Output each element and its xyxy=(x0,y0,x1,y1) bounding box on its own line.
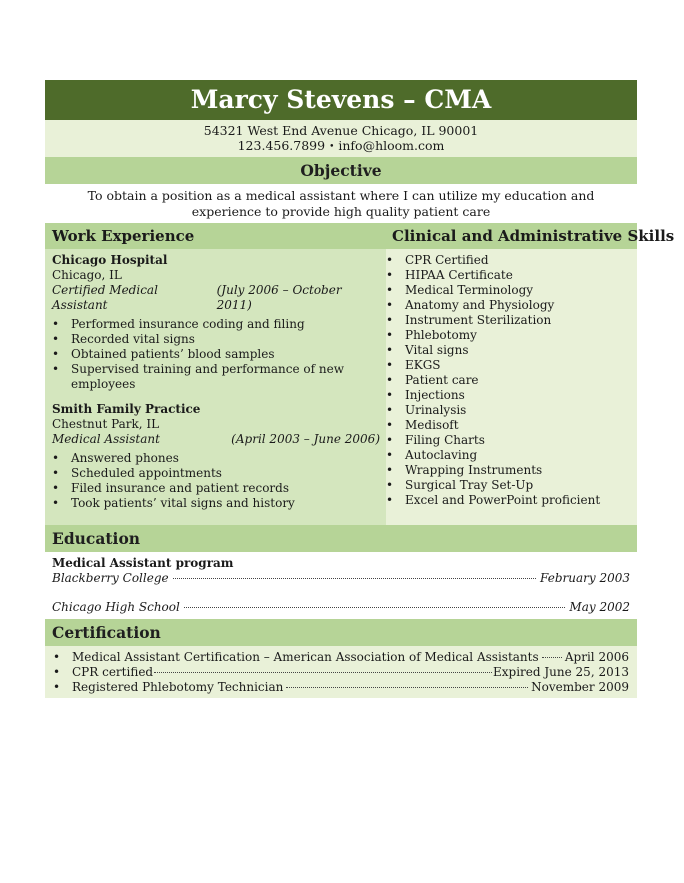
bullet: • xyxy=(53,665,61,679)
education-entry xyxy=(52,571,630,586)
certification-heading: Certification xyxy=(45,619,637,646)
name-banner: Marcy Stevens – CMA xyxy=(45,80,637,120)
objective-heading: Objective xyxy=(45,157,637,184)
certification-date: November 2009 xyxy=(531,680,629,694)
education-body xyxy=(45,552,637,619)
job-role-line xyxy=(52,283,380,313)
bullet: • xyxy=(53,650,61,664)
duty-item: • Recorded vital signs xyxy=(52,332,380,347)
job-location: Chicago, IL xyxy=(52,268,122,282)
education-date: May 2002 xyxy=(569,600,630,614)
skill-item: • Wrapping Instruments xyxy=(386,463,637,478)
job-role-line xyxy=(52,432,380,447)
resume-page xyxy=(45,80,675,698)
certification-date: April 2006 xyxy=(564,650,629,664)
dotted-leader xyxy=(154,672,492,673)
certification-item xyxy=(53,680,629,695)
skill-item: • Injections xyxy=(386,388,637,403)
skills-heading: Clinical and Administrative Skills xyxy=(386,223,637,249)
contact-block xyxy=(45,120,637,157)
job-dates: (July 2006 – October 2011) xyxy=(216,283,342,312)
job-duties xyxy=(52,317,380,392)
skill-item: • Surgical Tray Set-Up xyxy=(386,478,637,493)
bullet: • xyxy=(53,680,61,694)
skill-item: • Instrument Sterilization xyxy=(386,313,637,328)
skill-item: • HIPAA Certificate xyxy=(386,268,637,283)
duty-item: • Answered phones xyxy=(52,451,380,466)
skill-item: • Vital signs xyxy=(386,343,637,358)
skill-item: • Phlebotomy xyxy=(386,328,637,343)
certification-list xyxy=(45,646,637,698)
education-program: Medical Assistant program xyxy=(52,556,234,570)
experience-skills-columns xyxy=(45,223,675,525)
job-location: Chestnut Park, IL xyxy=(52,417,160,431)
job-duties xyxy=(52,451,380,511)
education-entry xyxy=(52,600,630,615)
phone-email-line xyxy=(45,138,637,155)
skill-item: • Excel and PowerPoint proficient xyxy=(386,493,637,508)
objective-text: To obtain a position as a medical assistant where I can utilize my education and experience to provide high quality patient care xyxy=(87,188,595,219)
skills-list xyxy=(386,253,637,508)
work-experience-heading: Work Experience xyxy=(45,223,386,249)
email[interactable]: info@hloom.com xyxy=(338,138,445,153)
education-school: Chicago High School xyxy=(52,600,180,614)
education-heading: Education xyxy=(45,525,637,552)
skills-column xyxy=(386,223,675,525)
address: 54321 West End Avenue Chicago, IL 90001 xyxy=(203,123,479,138)
skill-item: • Filing Charts xyxy=(386,433,637,448)
job-role: Medical Assistant xyxy=(52,432,160,446)
skill-item: • Urinalysis xyxy=(386,403,637,418)
skill-item: • Autoclaving xyxy=(386,448,637,463)
certification-name: Registered Phlebotomy Technician xyxy=(72,680,284,694)
job-dates: (April 2003 – June 2006) xyxy=(231,432,380,446)
education-date: February 2003 xyxy=(540,571,630,585)
skill-item: • CPR Certified xyxy=(386,253,637,268)
education-school: Blackberry College xyxy=(52,571,169,585)
duty-item: • Scheduled appointments xyxy=(52,466,380,481)
job-entry xyxy=(52,253,380,392)
certification-item xyxy=(53,665,629,680)
duty-item: • Obtained patients’ blood samples xyxy=(52,347,380,362)
duty-item: • Filed insurance and patient records xyxy=(52,481,380,496)
certification-name: CPR certified xyxy=(72,665,154,679)
skill-item: • Patient care xyxy=(386,373,637,388)
skill-item: • Medisoft xyxy=(386,418,637,433)
skill-item: • EKGS xyxy=(386,358,637,373)
certification-item xyxy=(53,650,629,665)
skill-item: • Anatomy and Physiology xyxy=(386,298,637,313)
job-company: Smith Family Practice xyxy=(52,402,201,416)
duty-item: • Performed insurance coding and filing xyxy=(52,317,380,332)
duty-item: • Took patients’ vital signs and history xyxy=(52,496,380,511)
separator-dot: • xyxy=(329,142,335,152)
certification-date: Expired June 25, 2013 xyxy=(492,665,629,679)
job-company: Chicago Hospital xyxy=(52,253,168,267)
phone: 123.456.7899 xyxy=(237,138,326,153)
job-role: Certified Medical Assistant xyxy=(52,283,158,312)
skill-item: • Medical Terminology xyxy=(386,283,637,298)
work-experience-column xyxy=(45,223,386,525)
dotted-leader xyxy=(286,687,528,688)
job-entry xyxy=(52,402,380,511)
duty-item: • Supervised training and performance of new employees xyxy=(52,362,380,392)
certification-name: Medical Assistant Certification – American Association of Medical Assistants xyxy=(72,650,539,664)
dotted-leader xyxy=(173,578,536,579)
dotted-leader xyxy=(184,607,566,608)
dotted-leader xyxy=(542,657,562,658)
